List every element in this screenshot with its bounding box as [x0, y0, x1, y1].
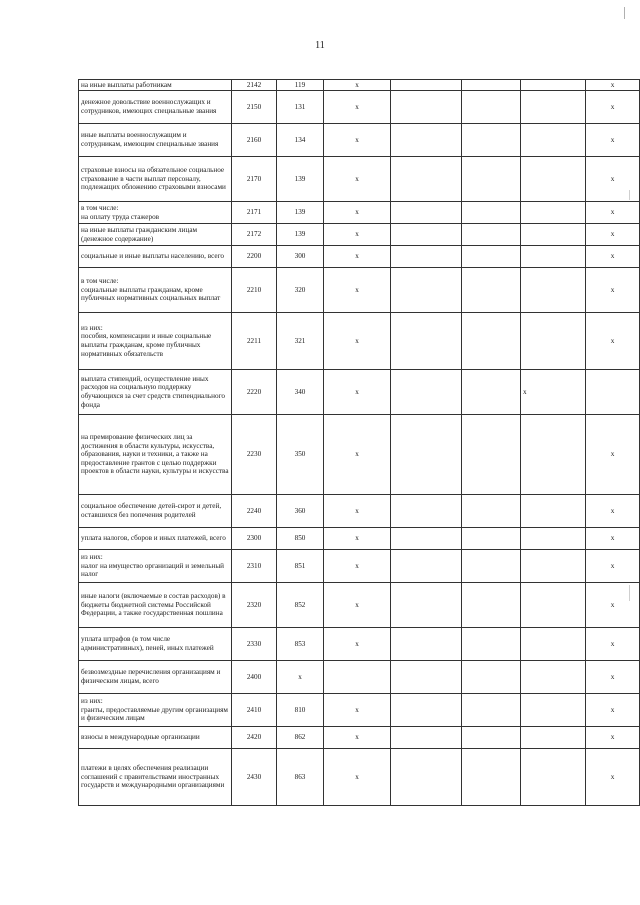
- row-name-cell: из них: гранты, предоставляемые другим организациям и физическим лицам: [79, 694, 232, 727]
- row-code-cell: 2310: [232, 550, 277, 583]
- row-value-cell: x: [586, 246, 640, 268]
- row-value-cell: [391, 202, 462, 224]
- row-value-cell: x: [324, 727, 391, 749]
- row-code-cell: 2170: [232, 157, 277, 202]
- row-value-cell: [462, 495, 521, 528]
- row-name-cell: социальные и иные выплаты населению, всего: [79, 246, 232, 268]
- row-value-cell: [521, 415, 586, 495]
- row-value-cell: x: [324, 415, 391, 495]
- row-value-cell: x: [586, 528, 640, 550]
- row-name-cell: из них: пособия, компенсации и иные социальные выплаты гражданам, кроме публичных нормативных обязательств: [79, 313, 232, 370]
- row-kbk-cell: 810: [277, 694, 324, 727]
- row-code-cell: 2430: [232, 749, 277, 806]
- table-row: [79, 528, 640, 550]
- table-row: [79, 495, 640, 528]
- row-value-cell: x: [324, 224, 391, 246]
- row-value-cell: x: [586, 550, 640, 583]
- row-name-cell: уплата штрафов (в том числе административных), пеней, иных платежей: [79, 628, 232, 661]
- row-value-cell: x: [324, 313, 391, 370]
- row-value-cell: x: [324, 370, 391, 415]
- row-kbk-cell: 350: [277, 415, 324, 495]
- row-name-cell: взносы в международные организации: [79, 727, 232, 749]
- row-value-cell: x: [324, 583, 391, 628]
- row-kbk-cell: 139: [277, 224, 324, 246]
- row-name-cell: безвозмездные перечисления организациям и физическим лицам, всего: [79, 661, 232, 694]
- row-code-cell: 2172: [232, 224, 277, 246]
- row-value-cell: x: [586, 157, 640, 202]
- row-value-cell: [462, 528, 521, 550]
- row-value-cell: [521, 749, 586, 806]
- row-value-cell: [462, 661, 521, 694]
- table-row: [79, 202, 640, 224]
- row-value-cell: [521, 550, 586, 583]
- row-code-cell: 2210: [232, 268, 277, 313]
- row-value-cell: [521, 91, 586, 124]
- row-value-cell: [391, 224, 462, 246]
- row-value-cell: x: [324, 528, 391, 550]
- row-code-cell: 2410: [232, 694, 277, 727]
- row-code-cell: 2200: [232, 246, 277, 268]
- row-kbk-cell: 340: [277, 370, 324, 415]
- row-code-cell: 2160: [232, 124, 277, 157]
- row-value-cell: x: [324, 80, 391, 91]
- table-row: [79, 313, 640, 370]
- row-kbk-cell: 850: [277, 528, 324, 550]
- table-row: [79, 749, 640, 806]
- row-value-cell: [521, 495, 586, 528]
- row-value-cell: [391, 661, 462, 694]
- row-value-cell: [391, 628, 462, 661]
- expenditure-table: [78, 79, 640, 806]
- row-kbk-cell: 300: [277, 246, 324, 268]
- row-value-cell: [391, 727, 462, 749]
- table-row: [79, 415, 640, 495]
- table-row: [79, 370, 640, 415]
- row-value-cell: x: [324, 246, 391, 268]
- row-code-cell: 2420: [232, 727, 277, 749]
- table-row: [79, 224, 640, 246]
- row-value-cell: x: [586, 224, 640, 246]
- row-value-cell: [391, 157, 462, 202]
- row-value-cell: [462, 727, 521, 749]
- row-value-cell: x: [324, 495, 391, 528]
- row-name-cell: из них: налог на имущество организаций и земельный налог: [79, 550, 232, 583]
- row-code-cell: 2300: [232, 528, 277, 550]
- margin-mark: [624, 7, 625, 19]
- row-name-cell: денежное довольствие военнослужащих и сотрудников, имеющих специальные звания: [79, 91, 232, 124]
- row-value-cell: [462, 628, 521, 661]
- row-value-cell: [462, 694, 521, 727]
- row-value-cell: x: [324, 157, 391, 202]
- table-row: [79, 157, 640, 202]
- row-value-cell: x: [586, 583, 640, 628]
- row-value-cell: [391, 246, 462, 268]
- row-name-cell: на иные выплаты гражданским лицам (денежное содержание): [79, 224, 232, 246]
- row-code-cell: 2320: [232, 583, 277, 628]
- row-value-cell: x: [586, 268, 640, 313]
- row-name-cell: социальное обеспечение детей-сирот и детей, оставшихся без попечения родителей: [79, 495, 232, 528]
- table-row: [79, 246, 640, 268]
- row-value-cell: [462, 415, 521, 495]
- row-value-cell: [391, 80, 462, 91]
- row-name-cell: в том числе: социальные выплаты гражданам, кроме публичных нормативных социальных выплат: [79, 268, 232, 313]
- row-kbk-cell: 119: [277, 80, 324, 91]
- row-value-cell: x: [324, 749, 391, 806]
- row-value-cell: [462, 124, 521, 157]
- table-row: [79, 268, 640, 313]
- row-value-cell: [521, 628, 586, 661]
- row-value-cell: [391, 583, 462, 628]
- row-value-cell: [391, 124, 462, 157]
- row-name-cell: на иные выплаты работникам: [79, 80, 232, 91]
- row-value-cell: x: [586, 202, 640, 224]
- row-value-cell: x: [324, 268, 391, 313]
- row-value-cell: [462, 246, 521, 268]
- row-kbk-cell: 321: [277, 313, 324, 370]
- row-value-cell: [521, 246, 586, 268]
- row-value-cell: [586, 370, 640, 415]
- table-row: [79, 80, 640, 91]
- row-value-cell: [391, 550, 462, 583]
- row-value-cell: [521, 313, 586, 370]
- row-value-cell: x: [586, 727, 640, 749]
- row-value-cell: [391, 415, 462, 495]
- row-kbk-cell: x: [277, 661, 324, 694]
- row-value-cell: x: [324, 91, 391, 124]
- row-value-cell: [521, 124, 586, 157]
- row-value-cell: x: [586, 313, 640, 370]
- table-row: [79, 91, 640, 124]
- row-value-cell: x: [521, 370, 586, 415]
- table-row: [79, 727, 640, 749]
- row-value-cell: x: [324, 550, 391, 583]
- row-value-cell: [462, 91, 521, 124]
- row-code-cell: 2330: [232, 628, 277, 661]
- table-row: [79, 550, 640, 583]
- row-name-cell: страховые взносы на обязательное социальное страхование в части выплат персоналу, подлежащих обложению страховыми взносами: [79, 157, 232, 202]
- row-name-cell: в том числе: на оплату труда стажеров: [79, 202, 232, 224]
- table-row: [79, 628, 640, 661]
- row-value-cell: [391, 91, 462, 124]
- row-value-cell: x: [586, 124, 640, 157]
- row-value-cell: x: [586, 661, 640, 694]
- row-value-cell: x: [586, 628, 640, 661]
- row-value-cell: x: [586, 495, 640, 528]
- row-value-cell: [462, 550, 521, 583]
- row-value-cell: [391, 370, 462, 415]
- row-name-cell: платежи в целях обеспечения реализации соглашений с правительствами иностранных государств и международными организациями: [79, 749, 232, 806]
- row-name-cell: иные выплаты военнослужащим и сотрудникам, имеющим специальные звания: [79, 124, 232, 157]
- row-value-cell: [391, 495, 462, 528]
- row-code-cell: 2142: [232, 80, 277, 91]
- row-value-cell: [521, 268, 586, 313]
- row-value-cell: [521, 202, 586, 224]
- row-value-cell: [521, 661, 586, 694]
- row-kbk-cell: 134: [277, 124, 324, 157]
- row-value-cell: [462, 749, 521, 806]
- row-value-cell: [521, 727, 586, 749]
- row-value-cell: x: [586, 749, 640, 806]
- row-value-cell: x: [324, 124, 391, 157]
- row-code-cell: 2171: [232, 202, 277, 224]
- row-code-cell: 2150: [232, 91, 277, 124]
- row-value-cell: x: [586, 80, 640, 91]
- row-value-cell: [521, 694, 586, 727]
- row-code-cell: 2220: [232, 370, 277, 415]
- row-value-cell: [324, 661, 391, 694]
- row-kbk-cell: 852: [277, 583, 324, 628]
- row-value-cell: [462, 313, 521, 370]
- row-value-cell: [462, 583, 521, 628]
- row-value-cell: x: [586, 415, 640, 495]
- page-number: 11: [315, 40, 325, 51]
- row-name-cell: на премирование физических лиц за достижения в области культуры, искусства, образования, науки и техники, а также на предоставление грантов с целью поддержки проектов в области науки, культуры и искусства: [79, 415, 232, 495]
- row-kbk-cell: 851: [277, 550, 324, 583]
- row-value-cell: [391, 694, 462, 727]
- row-value-cell: [521, 157, 586, 202]
- row-kbk-cell: 853: [277, 628, 324, 661]
- table-row: [79, 583, 640, 628]
- row-name-cell: уплата налогов, сборов и иных платежей, всего: [79, 528, 232, 550]
- row-code-cell: 2240: [232, 495, 277, 528]
- table-row: [79, 694, 640, 727]
- row-value-cell: [462, 224, 521, 246]
- table-body: [79, 80, 640, 806]
- row-value-cell: [521, 528, 586, 550]
- row-value-cell: [462, 370, 521, 415]
- row-value-cell: [521, 224, 586, 246]
- row-value-cell: [462, 268, 521, 313]
- row-code-cell: 2211: [232, 313, 277, 370]
- row-value-cell: [521, 583, 586, 628]
- row-value-cell: [391, 749, 462, 806]
- row-kbk-cell: 863: [277, 749, 324, 806]
- row-kbk-cell: 862: [277, 727, 324, 749]
- row-kbk-cell: 131: [277, 91, 324, 124]
- row-value-cell: [462, 80, 521, 91]
- table-row: [79, 661, 640, 694]
- row-value-cell: [521, 80, 586, 91]
- row-value-cell: x: [586, 91, 640, 124]
- row-kbk-cell: 139: [277, 202, 324, 224]
- row-value-cell: [391, 528, 462, 550]
- row-code-cell: 2400: [232, 661, 277, 694]
- row-value-cell: x: [324, 694, 391, 727]
- row-value-cell: x: [324, 202, 391, 224]
- row-kbk-cell: 139: [277, 157, 324, 202]
- row-value-cell: [462, 202, 521, 224]
- row-value-cell: [391, 313, 462, 370]
- row-kbk-cell: 320: [277, 268, 324, 313]
- row-value-cell: [391, 268, 462, 313]
- row-name-cell: выплата стипендий, осуществление иных расходов на социальную поддержку обучающихся за счет средств стипендиального фонда: [79, 370, 232, 415]
- row-value-cell: x: [586, 694, 640, 727]
- row-kbk-cell: 360: [277, 495, 324, 528]
- row-value-cell: [462, 157, 521, 202]
- row-name-cell: иные налоги (включаемые в состав расходов) в бюджеты бюджетной системы Российской Федерации, а также государственная пошлина: [79, 583, 232, 628]
- table-row: [79, 124, 640, 157]
- row-code-cell: 2230: [232, 415, 277, 495]
- row-value-cell: x: [324, 628, 391, 661]
